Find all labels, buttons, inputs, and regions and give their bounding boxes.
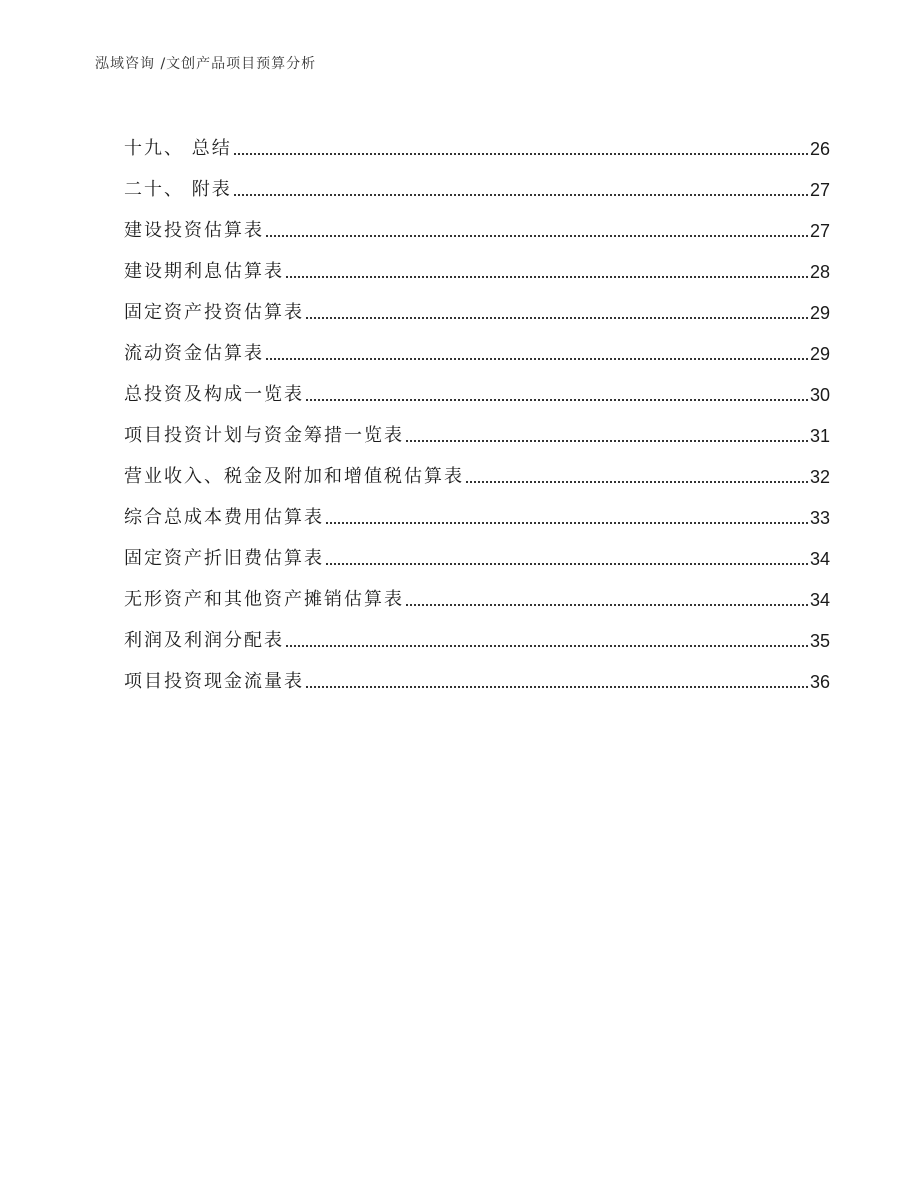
toc-dot-leader (406, 604, 808, 606)
toc-entry[interactable] (124, 650, 830, 691)
toc-entry-title: 无形资产和其他资产摊销估算表 (124, 589, 404, 610)
toc-entry-title: 建设期利息估算表 (124, 261, 284, 282)
toc-dot-leader (266, 358, 808, 360)
toc-entry-title: 十九、 总结 (124, 138, 232, 159)
toc-dot-leader (326, 522, 808, 524)
toc-entry-title: 建设投资估算表 (124, 220, 264, 241)
toc-dot-leader (306, 399, 808, 401)
toc-entry-page: 29 (809, 303, 830, 323)
toc-dot-leader (306, 317, 808, 319)
toc-entry-page: 33 (809, 508, 830, 528)
toc-entry-title: 利润及利润分配表 (124, 630, 284, 651)
toc-entry[interactable] (124, 609, 830, 650)
toc-entry-page: 27 (809, 180, 830, 200)
toc-entry-title: 综合总成本费用估算表 (124, 507, 324, 528)
toc-entry[interactable] (124, 117, 830, 158)
toc-entry-title: 总投资及构成一览表 (124, 384, 304, 405)
toc-entry[interactable] (124, 240, 830, 281)
toc-entry-page: 32 (809, 467, 830, 487)
page-header: 泓域咨询 /文创产品项目预算分析 (95, 56, 317, 72)
toc-entry-title: 项目投资计划与资金筹措一览表 (124, 425, 404, 446)
toc-dot-leader (286, 276, 808, 278)
toc-entry[interactable] (124, 199, 830, 240)
toc-entry-page: 35 (809, 631, 830, 651)
toc-entry-title: 固定资产投资估算表 (124, 302, 304, 323)
toc-entry-page: 26 (809, 139, 830, 159)
toc-dot-leader (466, 481, 808, 483)
toc-entry-page: 36 (809, 672, 830, 692)
toc-entry-page: 34 (809, 549, 830, 569)
toc-entry-title: 流动资金估算表 (124, 343, 264, 364)
toc-entry[interactable] (124, 404, 830, 445)
toc-dot-leader (234, 153, 808, 155)
table-of-contents (124, 117, 830, 691)
toc-dot-leader (234, 194, 808, 196)
toc-entry-title: 固定资产折旧费估算表 (124, 548, 324, 569)
header-rule (90, 87, 830, 88)
toc-dot-leader (266, 235, 808, 237)
toc-entry[interactable] (124, 322, 830, 363)
toc-entry-page: 34 (809, 590, 830, 610)
toc-entry[interactable] (124, 445, 830, 486)
toc-entry[interactable] (124, 527, 830, 568)
toc-dot-leader (326, 563, 808, 565)
toc-entry-title: 营业收入、税金及附加和增值税估算表 (124, 466, 464, 487)
toc-entry[interactable] (124, 158, 830, 199)
toc-entry-page: 29 (809, 344, 830, 364)
toc-entry-title: 项目投资现金流量表 (124, 671, 304, 692)
toc-entry-title: 二十、 附表 (124, 179, 232, 200)
toc-entry[interactable] (124, 363, 830, 404)
toc-entry-page: 27 (809, 221, 830, 241)
toc-dot-leader (306, 686, 808, 688)
toc-entry-page: 28 (809, 262, 830, 282)
toc-entry-page: 30 (809, 385, 830, 405)
toc-entry[interactable] (124, 281, 830, 322)
toc-entry[interactable] (124, 486, 830, 527)
toc-dot-leader (406, 440, 808, 442)
toc-entry[interactable] (124, 568, 830, 609)
toc-entry-page: 31 (809, 426, 830, 446)
toc-dot-leader (286, 645, 808, 647)
